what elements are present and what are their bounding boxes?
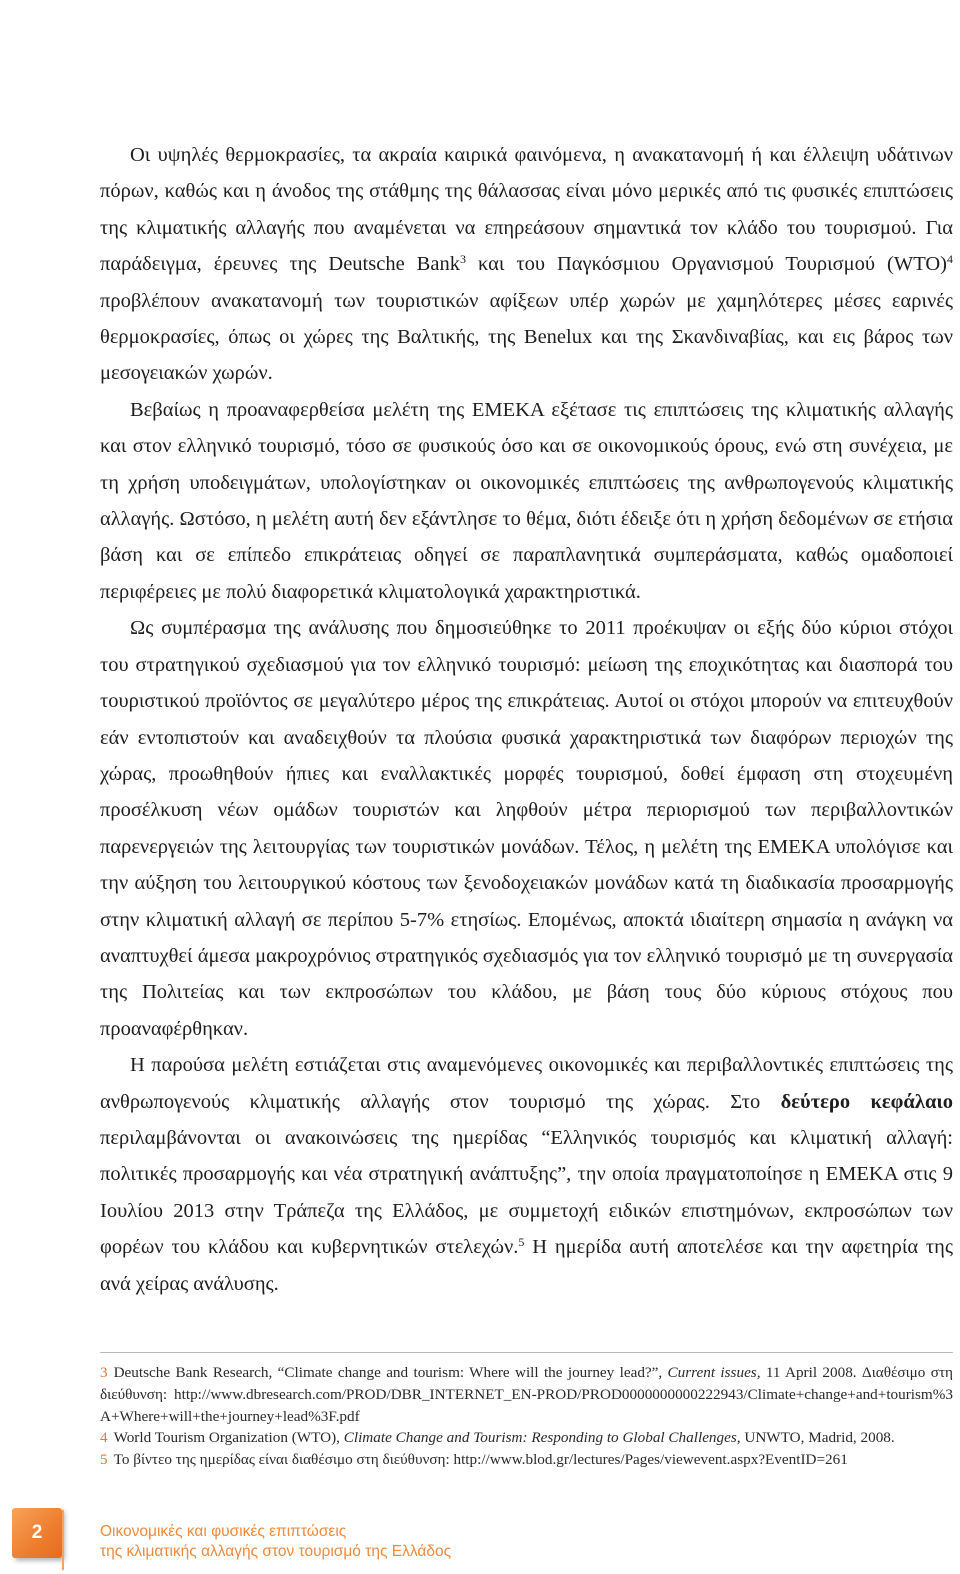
bold-text: δεύτερο κεφάλαιο — [780, 1090, 953, 1113]
paragraph — [100, 1047, 953, 1302]
footnote — [100, 1362, 953, 1427]
footnote-ref: 3 — [459, 252, 466, 267]
footnote — [100, 1449, 953, 1471]
text-run: και του Παγκόσμιου Οργανισμού Τουρισμού (WTO) — [465, 253, 947, 276]
text-run: περιλαμβάνονται οι ανακοινώσεις της ημερίδας “Ελληνικός τουρισμός και κλιματική αλλαγή: πολιτικές προσαρμογής και νέα στρατηγική ανάπτυξης”, την οποία πραγματοποίησε η ΕΜΕΚΑ στις 9 Ιουλίου 2013 στην Τράπεζα της Ελλάδος, με συμμετοχή ειδικών επιστημόνων, εκπροσώπων των φορέων του κλάδου και κυβερνητικών στελεχών. — [100, 1126, 953, 1259]
text-run: World Tourism Organization (WTO), — [113, 1429, 344, 1447]
footer-title-line-1: Οικονομικές και φυσικές επιπτώσεις — [100, 1523, 347, 1540]
text-run: Η ημερίδα αυτή αποτελέσε και την αφετηρία της ανά χείρας ανάλυσης. — [100, 1236, 953, 1295]
paragraph — [100, 392, 953, 610]
footnote-ref: 4 — [947, 252, 953, 267]
footer-accent-line — [62, 1510, 64, 1570]
italic-text: Climate Change and Tourism: Responding to Global Challenges, — [343, 1429, 741, 1447]
page-number-badge — [12, 1508, 62, 1558]
footnote-ref: 5 — [518, 1235, 525, 1250]
text-run: UNWTO, Madrid, 2008. — [740, 1429, 895, 1447]
text-run: Deutsche Bank Research, “Climate change and tourism: Where will the journey lead?”, — [113, 1364, 668, 1381]
page-number: 2 — [31, 1522, 43, 1543]
footer-title-line-2: της κλιματικής αλλαγής στον τουρισμό της Ελλάδος — [100, 1543, 452, 1560]
footnotes — [100, 1362, 953, 1471]
url-text: http://www.dbresearch.com/PROD/DBR_INTERNET_EN-PROD/PROD0000000000222943/Climate+change+and+tourism%3A+Where+will+the+journey+lead%3F.pdf — [100, 1385, 953, 1425]
paragraph — [100, 137, 953, 392]
italic-text: Current issues, — [667, 1364, 761, 1381]
paragraph — [100, 610, 953, 1047]
text-run: Ως συμπέρασμα της ανάλυσης που δημοσιεύθηκε το 2011 προέκυψαν οι εξής δύο κύριοι στόχοι του στρατηγικού σχεδιασμού για τον ελληνικό τουρισμό: μείωση της εποχικότητας και διασπορά του τουριστικού προϊόντος σε μεγαλύτερο μέρος της επικράτειας. Αυτοί οι στόχοι μπορούν να επιτευχθούν εάν εντοπιστούν και αναδειχθούν τα πλούσια φυσικά χαρακτηριστικά των διαφόρων περιοχών της χώρας, προωθηθούν ήπιες και εναλλακτικές μορφές τουρισμού, δοθεί έμφαση στη στοχευμένη προσέλκυση νέων ομάδων τουριστών και ληφθούν μέτρα περιορισμού των περιβαλλοντικών παρενεργειών της λειτουργίας των τουριστικών μονάδων. Τέλος, η μελέτη της ΕΜΕΚΑ υπολόγισε και την αύξηση του λειτουργικού κόστους των ξενοδοχειακών μονάδων κατά τη διαδικασία προσαρμογής στην κλιματική αλλαγή σε περίπου 5-7% ετησίως. Επομένως, αποκτά ιδιαίτερη σημασία η ανάγκη να αναπτυχθεί άμεσα μακροχρόνιος στρατηγικός σχεδιασμός για τον ελληνικό τουρισμό με τη συνεργασία της Πολιτείας και των εκπροσώπων του κλάδου, με βάση τους δύο κύριους στόχους που προαναφέρθηκαν. — [100, 617, 953, 1040]
footnote-number: 5 — [100, 1451, 108, 1469]
footnote-number: 3 — [100, 1364, 108, 1381]
text-run: Η παρούσα μελέτη εστιάζεται στις αναμενόμενες οικονομικές και περιβαλλοντικές επιπτώσεις της ανθρωπογενούς κλιματικής αλλαγής στον τουρισμό της χώρας. Στο — [100, 1054, 953, 1113]
text-run: 11 April 2008. Διαθέσιμο στη διεύθυνση: — [100, 1364, 953, 1403]
footnote-divider — [100, 1352, 953, 1353]
text-run: Βεβαίως η προαναφερθείσα μελέτη της ΕΜΕΚΑ εξέτασε τις επιπτώσεις της κλιματικής αλλαγής και στον ελληνικό τουρισμό, τόσο σε φυσικούς όσο και σε οικονομικούς όρους, ενώ στη συνέχεια, με τη χρήση υποδειγμάτων, υπολογίστηκαν οι οικονομικές επιπτώσεις της ανθρωπογενούς κλιματικής αλλαγής. Ωστόσο, η μελέτη αυτή δεν εξάντλησε το θέμα, διότι έδειξε ότι η χρήση δεδομένων σε ετήσια βάση και σε επίπεδο επικράτειας οδηγεί σε παραπλανητικά συμπεράσματα, καθώς ομαδοποιεί περιφέρειες με πολύ διαφορετικά κλιματολογικά χαρακτηριστικά. — [100, 398, 953, 603]
footnote-number: 4 — [100, 1429, 108, 1447]
footnote — [100, 1427, 953, 1449]
text-run: Το βίντεο της ημερίδας είναι διαθέσιμο στη διεύθυνση: http://www.blod.gr/lectures/Pages/viewevent.aspx?EventID=261 — [113, 1451, 848, 1469]
text-run: προβλέπουν ανακατανομή των τουριστικών αφίξεων υπέρ χωρών με χαμηλότερες μέσες εαρινές θερμοκρασίες, όπως οι χώρες της Βαλτικής, της Benelux και της Σκανδιναβίας, και εις βάρος των μεσογειακών χωρών. — [100, 289, 953, 385]
running-footer — [100, 1522, 600, 1562]
text-run: Οι υψηλές θερμοκρασίες, τα ακραία καιρικά φαινόμενα, η ανακατανομή ή και έλλειψη υδάτινων πόρων, καθώς και η άνοδος της στάθμης της θάλασσας είναι μόνο μερικές από τις φυσικές επιπτώσεις της κλιματικής αλλαγής που αναμένεται να επηρεάσουν σημαντικά τον κλάδο του τουρισμού. Για παράδειγμα, έρευνες της Deutsche Bank — [100, 144, 953, 276]
body-text — [100, 137, 953, 1302]
